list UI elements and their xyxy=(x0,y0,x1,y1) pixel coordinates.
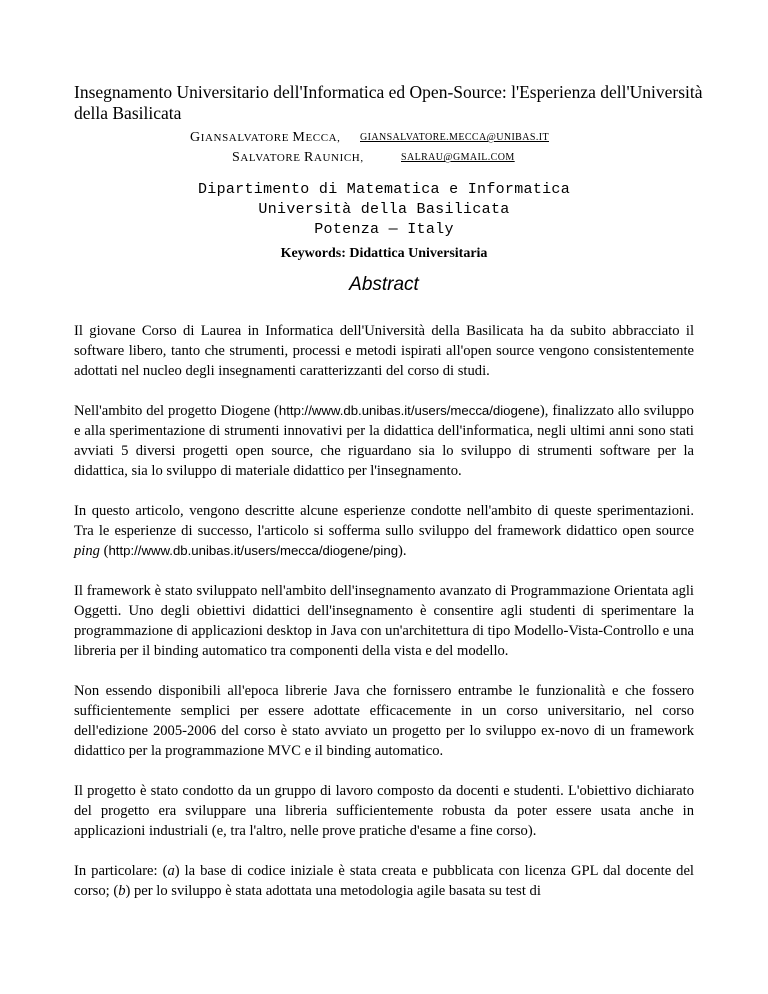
affiliation-department: Dipartimento di Matematica e Informatica xyxy=(197,181,571,198)
paragraph: Il giovane Corso di Laurea in Informatica dell'Università della Basilicata ha da subito abbracciato il software libero, tanto che strumenti, processi e metodi ispirati all'open source vengono consistentemente adottati nel nucleo degli insegnamenti caratterizzanti del corso di studi. xyxy=(74,323,694,379)
author-name: GIANSALVATORE MECCA, xyxy=(190,130,341,145)
paragraph: Non essendo disponibili all'epoca librerie Java che fornissero entrambe le funzionalità e che fossero sufficientemente semplici per essere adottate efficacemente in un corso universitario, nel corso dell'edizione 2005-2006 del corso è stato avviato un progetto per lo sviluppo ex-novo di un framework didattico per la programmazione MVC e il binding automatico. xyxy=(74,683,694,759)
paragraph: Il framework è stato sviluppato nell'ambito dell'insegnamento avanzato di Programmazione Orientata agli Oggetti. Uno degli obiettivi didattici dell'insegnamento è consentire agli studenti di sperimentare la programmazione di applicazioni desktop in Java con un'architettura di tipo Modello-Vista-Controllo e una libreria per il binding automatico tra componenti della vista e del modello. xyxy=(74,583,694,659)
affiliation xyxy=(0,180,768,240)
paragraph: In particolare: (a) la base di codice iniziale è stata creata e pubblicata con licenza GPL dal docente del corso; (b) per lo sviluppo è stata adottata una metodologia agile basata su test di xyxy=(74,863,694,899)
author-name: SALVATORE RAUNICH, xyxy=(232,150,364,165)
author-line xyxy=(0,148,768,168)
paragraph: Il progetto è stato condotto da un gruppo di lavoro composto da docenti e studenti. L'obiettivo dichiarato del progetto era sviluppare una libreria sufficientemente robusta da poter essere usata anche in applicazioni industriali (e, tra l'altro, nelle prove pratiche d'esame a fine corso). xyxy=(74,783,694,839)
author-email-link[interactable]: GIANSALVATORE.MECCA@UNIBAS.IT xyxy=(360,132,549,143)
affiliation-university: Università della Basilicata xyxy=(258,201,510,218)
abstract-heading: Abstract xyxy=(349,274,419,295)
diogene-url-link[interactable]: http://www.db.unibas.it/users/mecca/diogene xyxy=(278,403,540,418)
paragraph: In questo articolo, vengono descritte alcune esperienze condotte nell'ambito di queste sperimentazioni. Tra le esperienze di successo, l'articolo si sofferma sullo sviluppo del framework didattico open source ping (http://www.db.unibas.it/users/mecca/diogene/ping). xyxy=(74,503,694,559)
author-block xyxy=(0,128,768,168)
author-line xyxy=(0,128,768,148)
ping-url-link[interactable]: http://www.db.unibas.it/users/mecca/diogene/ping xyxy=(108,543,399,558)
paper-title: Insegnamento Universitario dell'Informatica ed Open-Source: l'Esperienza dell'Università della Basilicata xyxy=(74,82,703,123)
abstract-body xyxy=(74,321,694,921)
affiliation-location: Potenza — Italy xyxy=(314,221,454,238)
keywords: Keywords: Didattica Universitaria xyxy=(280,246,488,261)
paragraph: Nell'ambito del progetto Diogene (http://www.db.unibas.it/users/mecca/diogene), finalizzato allo sviluppo e alla sperimentazione di strumenti innovativi per la didattica dell'informatica, negli ultimi anni sono stati avviati 5 diversi progetti open source, che riguardano sia lo sviluppo di strumenti software per la didattica, sia lo sviluppo di materiale didattico per l'insegnamento. xyxy=(74,403,694,479)
author-email-link[interactable]: SALRAU@GMAIL.COM xyxy=(401,152,515,163)
